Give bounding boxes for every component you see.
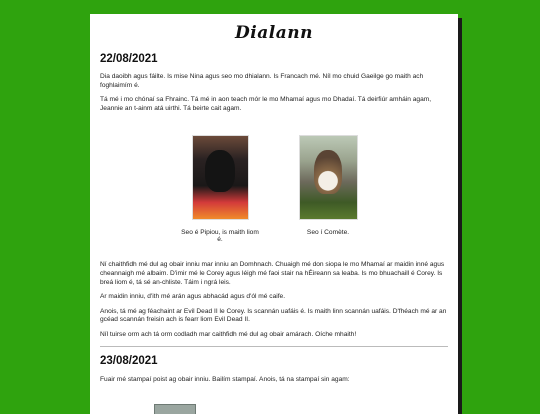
diary-entry	[90, 53, 458, 340]
entry-paragraph: Níl tuirse orm ach tá orm codladh mar caithfidh mé dul ag obair amárach. Oíche mhaith!	[100, 330, 357, 338]
entry-paragraph: Ar maidin inniu, d'ith mé arán agus abhacád agus d'ól mé caife.	[100, 293, 286, 301]
site-title: Dialann	[235, 23, 313, 43]
diary-page	[90, 14, 458, 414]
photo-card	[180, 135, 260, 249]
entry-paragraph: Fuair mé stampaí poist ag obair inniu. Bailím stampaí. Anois, tá na stampaí sin agam:	[100, 375, 350, 383]
entry-paragraph: Dia daoibh agus fáilte. Is mise Nina agus seo mo dhialann. Is Francach mé. Níl mo chuid Gaeilge go maith ach foghlaimím é.	[100, 73, 424, 89]
entry-date: 22/08/2021	[100, 53, 158, 65]
entry-body	[100, 261, 448, 339]
entry-paragraph: Ní chaithfidh mé dul ag obair inniu mar inniu an Domhnach. Chuaigh mé don siopa le mo Mhamaí ar maidin inné agus cheannaigh mé albaim. D'imir mé le Corey agus léigh mé faoi stair na hÉireann sa leaba. Is mo bhuachaill é Corey. Is breá liom é, tá sé an-chliste. Táim i ngrá leis.	[100, 261, 445, 286]
entry-divider	[100, 346, 448, 347]
cat-photo[interactable]	[299, 135, 358, 220]
photo-gallery	[100, 135, 448, 249]
diary-entry	[90, 355, 458, 414]
entry-paragraph: Anois, tá mé ag féachaint ar Evil Dead II le Corey. Is scannán uafáis é. Is maith linn scannán uafáis. D'fhéach mé ar an gcéad scannán freisin ach is fearr liom Evil Dead II.	[100, 307, 447, 324]
stamp-image[interactable]	[154, 404, 196, 414]
photo-card	[288, 135, 368, 249]
photo-caption: Seo é Pipiou, is maith liom é.	[181, 229, 259, 244]
photo-caption: Seo í Comète.	[306, 229, 350, 237]
entry-paragraph: Tá mé i mo chónaí sa Fhrainc. Tá mé in aon teach mór le mo Mhamaí agus mo Dhadaí. Tá deirfiúr amháin agam, Jeannie an t-ainm atá uirthi. Tá beirte cait agam.	[100, 96, 432, 112]
entry-date: 23/08/2021	[100, 354, 158, 367]
cat-photo[interactable]	[192, 135, 249, 220]
